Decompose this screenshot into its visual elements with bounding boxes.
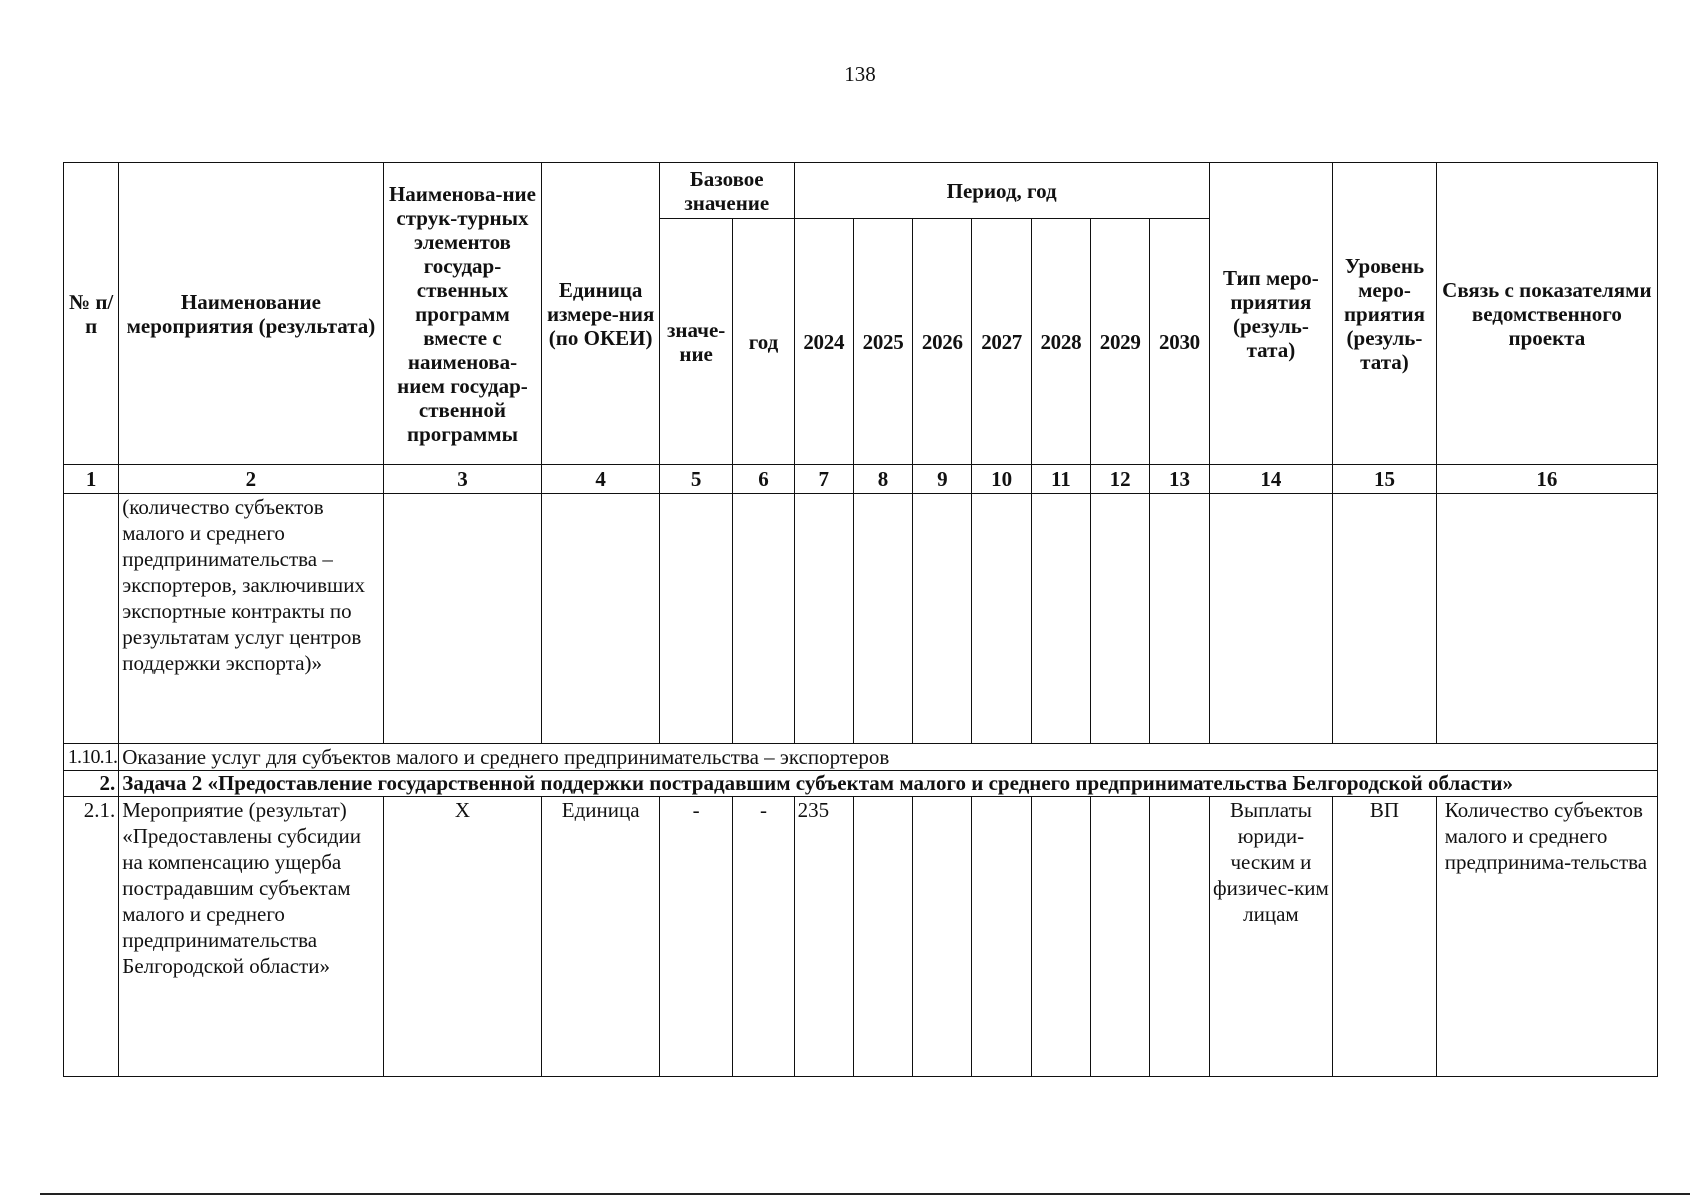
column-number: 6 <box>733 465 794 494</box>
empty-cell <box>972 494 1031 744</box>
empty-cell <box>1436 494 1657 744</box>
empty-cell <box>1150 494 1209 744</box>
header-base-value-group: Базовое значение <box>659 163 794 219</box>
row-num-cell: 1.10.1. <box>64 744 119 771</box>
base-year-cell: - <box>733 797 794 1077</box>
table-row-1-10-1 <box>64 744 1658 771</box>
task-title-cell: Задача 2 «Предоставление государственной поддержки пострадавшим субъектам малого и среднего предпринимательства Белгородской области» <box>119 771 1658 797</box>
column-number: 5 <box>659 465 732 494</box>
header-type: Тип меро-приятия (резуль-тата) <box>1209 163 1333 465</box>
year-2025-cell <box>853 797 912 1077</box>
table-row-continuation <box>64 494 1658 744</box>
header-year-2030: 2030 <box>1150 219 1209 465</box>
header-year-2029: 2029 <box>1091 219 1150 465</box>
year-2029-cell <box>1091 797 1150 1077</box>
row-text-cell: Оказание услуг для субъектов малого и среднего предпринимательства – экспортеров <box>119 744 1658 771</box>
header-num: № п/п <box>64 163 119 465</box>
empty-cell <box>1031 494 1090 744</box>
column-number: 10 <box>972 465 1031 494</box>
empty-cell <box>794 494 853 744</box>
column-number-row <box>64 465 1658 494</box>
header-year-2028: 2028 <box>1031 219 1090 465</box>
header-level: Уровень меро-приятия (резуль-тата) <box>1333 163 1437 465</box>
column-number: 3 <box>383 465 542 494</box>
column-number: 15 <box>1333 465 1437 494</box>
events-table <box>63 162 1658 1077</box>
column-number: 13 <box>1150 465 1209 494</box>
column-number: 16 <box>1436 465 1657 494</box>
column-number: 4 <box>542 465 660 494</box>
bottom-rule <box>40 1193 1690 1195</box>
year-2027-cell <box>972 797 1031 1077</box>
link-cell: Количество субъектов малого и среднего предпринима-тельства <box>1436 797 1657 1077</box>
level-cell: ВП <box>1333 797 1437 1077</box>
type-cell: Выплаты юриди-ческим и физичес-ким лицам <box>1209 797 1333 1077</box>
row-num-cell: 2. <box>64 771 119 797</box>
header-year-2026: 2026 <box>913 219 972 465</box>
header-unit: Единица измере-ния (по ОКЕИ) <box>542 163 660 465</box>
header-structural-elements: Наименова-ние струк-турных элементов государ-ственных программ вместе с наименова-нием государ-ственной программы <box>383 163 542 465</box>
header-base-year: год <box>733 219 794 465</box>
empty-cell <box>733 494 794 744</box>
row-num-cell <box>64 494 119 744</box>
empty-cell <box>913 494 972 744</box>
column-number: 12 <box>1091 465 1150 494</box>
column-number: 2 <box>119 465 383 494</box>
header-year-2024: 2024 <box>794 219 853 465</box>
header-year-2025: 2025 <box>853 219 912 465</box>
structural-element-cell: Х <box>383 797 542 1077</box>
empty-cell <box>383 494 542 744</box>
year-2028-cell <box>1031 797 1090 1077</box>
row-num-cell: 2.1. <box>64 797 119 1077</box>
row-name-cell: Мероприятие (результат) «Предоставлены субсидии на компенсацию ущерба пострадавшим субъектам малого и среднего предпринимательства Белгородской области» <box>119 797 383 1077</box>
page-number: 138 <box>844 62 876 86</box>
header-link: Связь с показателями ведомственного проекта <box>1436 163 1657 465</box>
year-2024-cell: 235 <box>794 797 853 1077</box>
header-name: Наименование мероприятия (результата) <box>119 163 383 465</box>
column-number: 1 <box>64 465 119 494</box>
table-row-task-2 <box>64 771 1658 797</box>
column-number: 8 <box>853 465 912 494</box>
empty-cell <box>1209 494 1333 744</box>
empty-cell <box>659 494 732 744</box>
empty-cell <box>1091 494 1150 744</box>
unit-cell: Единица <box>542 797 660 1077</box>
column-number: 9 <box>913 465 972 494</box>
year-2026-cell <box>913 797 972 1077</box>
table-row-2-1 <box>64 797 1658 1077</box>
header-year-2027: 2027 <box>972 219 1031 465</box>
column-number: 11 <box>1031 465 1090 494</box>
header-row-1 <box>64 163 1658 219</box>
empty-cell <box>542 494 660 744</box>
empty-cell <box>853 494 912 744</box>
column-number: 14 <box>1209 465 1333 494</box>
header-base-value: значе-ние <box>659 219 732 465</box>
empty-cell <box>1333 494 1437 744</box>
year-2030-cell <box>1150 797 1209 1077</box>
header-period-group: Период, год <box>794 163 1209 219</box>
column-number: 7 <box>794 465 853 494</box>
base-value-cell: - <box>659 797 732 1077</box>
row-name-cell: (количество субъектов малого и среднего предпринимательства – экспортеров, заключивших экспортные контракты по результатам услуг центров поддержки экспорта)» <box>119 494 383 744</box>
